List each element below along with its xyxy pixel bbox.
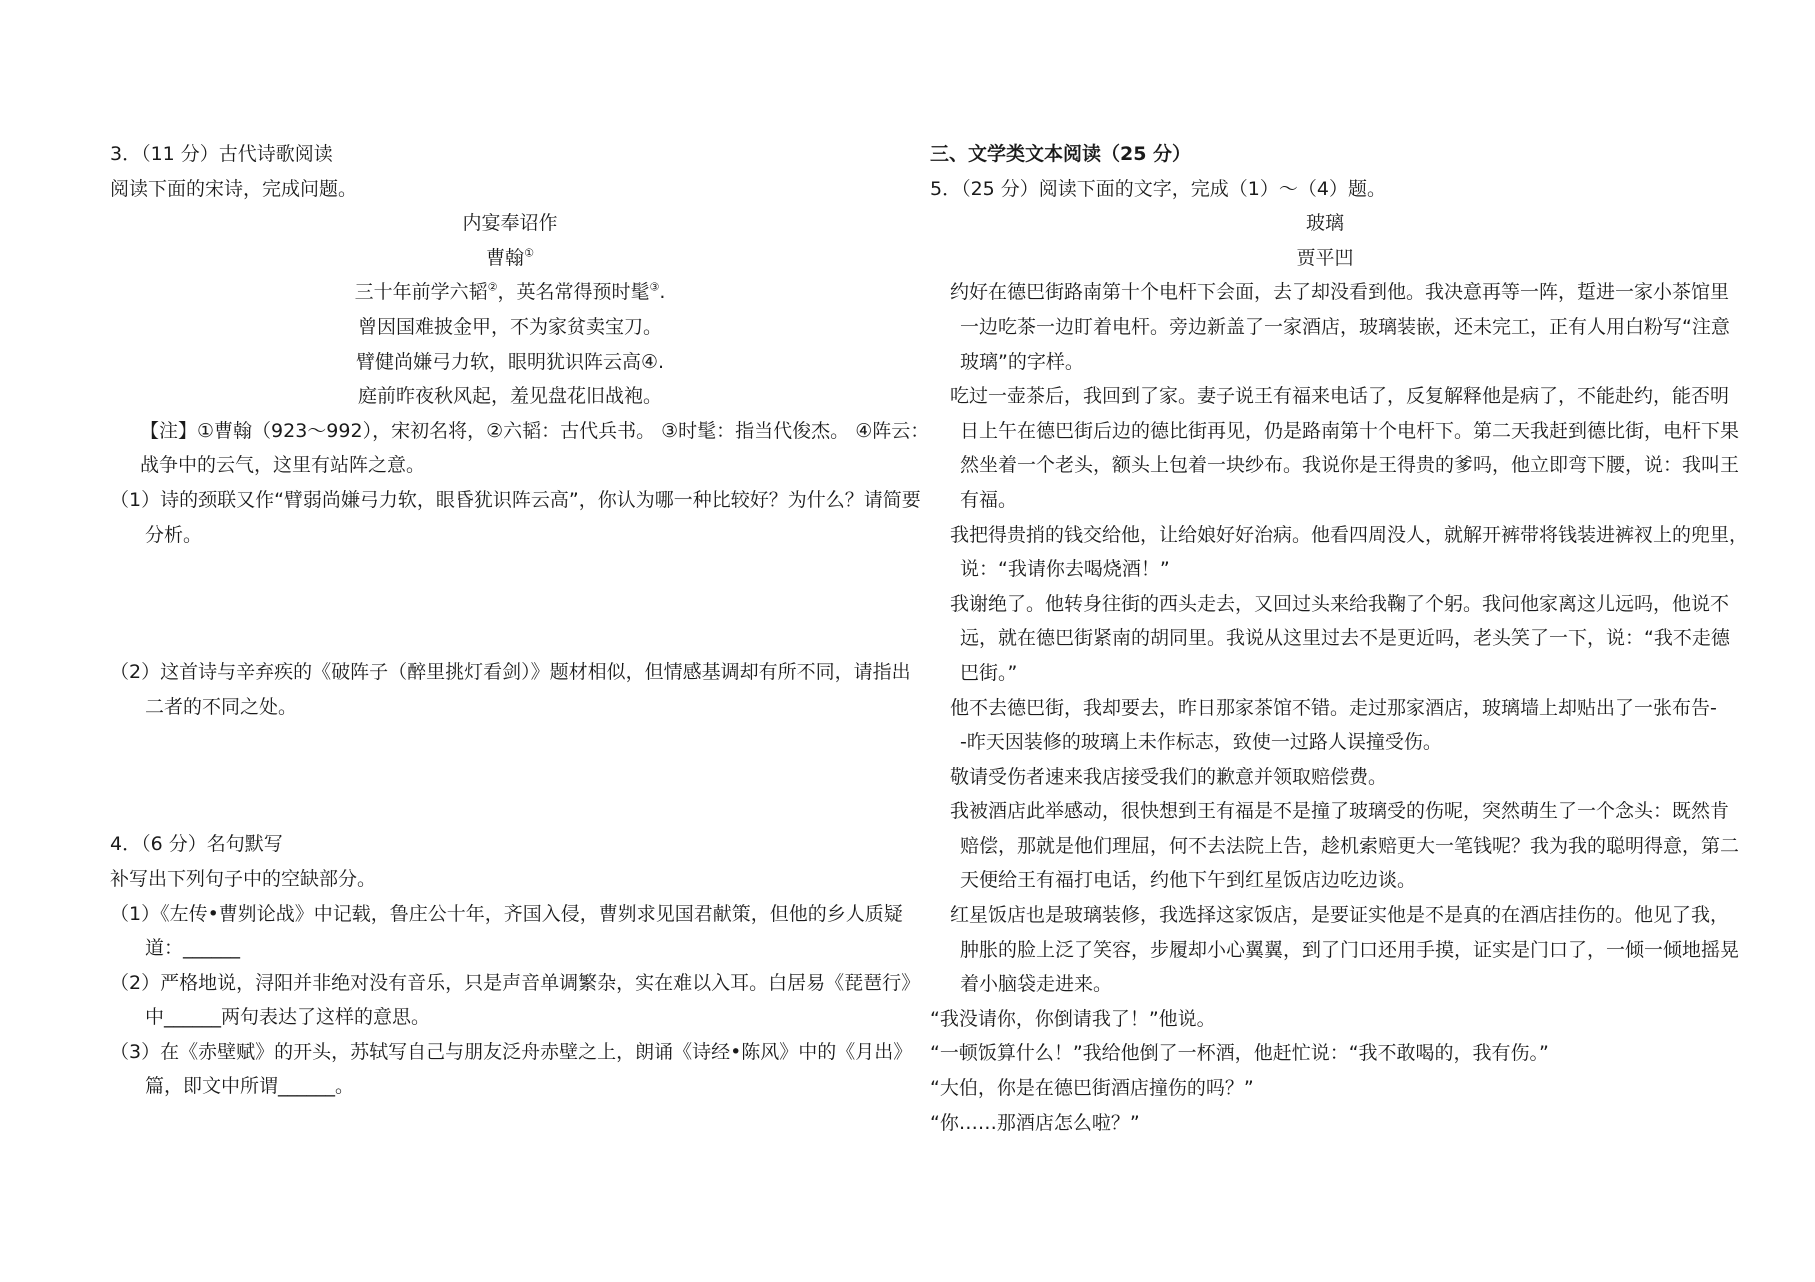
paragraph-line: -昨天因装修的玻璃上未作标志，致使一过路人误撞受伤。 [960,731,1442,754]
poem-author [110,241,910,276]
sub-question-2: 二者的不同之处。 [145,695,298,718]
paragraph-line: 玻璃”的字样。 [960,350,1084,373]
paragraph-line: 他不去德巴街，我却要去，昨日那家茶馆不错。走过那家酒店，玻璃墙上却贴出了一张布告- [950,696,1717,719]
paragraph-line: 远，就在德巴街紧南的胡同里。我说从这里过去不是更近吗，老头笑了一下，说：“我不走德 [960,627,1730,650]
fill-blank-item: （2）严格地说，浔阳并非绝对没有音乐，只是声音单调繁杂，实在难以入耳。白居易《琵琶行》 [110,971,921,994]
sub-question-2: （2）这首诗与辛弃疾的《破阵子（醉里挑灯看剑）》题材相似，但情感基调却有所不同，请指出 [110,661,911,684]
fill-blank-item: 道：______ [145,937,241,960]
poem-title: 内宴奉诏作 [462,212,558,235]
paragraph-line: 着小脑袋走进来。 [960,973,1113,996]
question-4-title: 4．（6 分）名句默写 [110,833,283,856]
fill-blank-item: （1）《左传•曹刿论战》中记载，鲁庄公十年，齐国入侵，曹刿求见国君献策，但他的乡人质疑 [110,902,903,925]
poem-notes: 【注】①曹翰（923～992），宋初名将，②六韬：古代兵书。 ③时髦：指当代俊杰。 ④阵云： [140,419,930,442]
paragraph-line: 赔偿，那就是他们理屈，何不去法院上告，趁机索赔更大一笔钱呢？我为我的聪明得意，第二 [960,834,1740,857]
sub-question-1: （1）诗的颈联又作“臂弱尚嫌弓力软，眼昏犹识阵云高”，你认为哪一种比较好？为什么？请简要 [110,488,921,511]
paragraph-line: 天便给王有福打电话，约他下午到红星饭店边吃边谈。 [960,869,1417,892]
poem-line: 庭前昨夜秋风起，羞见盘花旧战袍。 [357,385,662,408]
fill-blank-item: 篇，即文中所谓______。 [145,1075,355,1098]
dialogue-line: “大伯，你是在德巴街酒店撞伤的吗？” [930,1077,1254,1100]
fill-blank-item: 中______两句表达了这样的意思。 [145,1006,431,1029]
answer-space[interactable] [110,724,910,827]
dialogue-line: “一顿饭算什么！”我给他倒了一杯酒，他赶忙说：“我不敢喝的，我有伤。” [930,1042,1549,1065]
paragraph-line: 说：“我请你去喝烧酒！” [960,558,1170,581]
paragraph-line: 吃过一壶茶后，我回到了家。妻子说王有福来电话了，反复解释他是病了，不能赴约，能否明 [950,385,1730,408]
paragraph-line: 我把得贵捎的钱交给他，让给娘好好治病。他看四周没人，就解开裤带将钱装进裤衩上的兜里， [950,523,1749,546]
poem-line: 曾因国难披金甲，不为家贫卖宝刀。 [357,315,662,338]
question-3-instruction: 阅读下面的宋诗，完成问题。 [110,177,358,200]
right-column [930,137,1749,1140]
footnote-marker: ③ [649,281,660,295]
question-5-title: 5．（25 分）阅读下面的文字，完成（1）～（4）题。 [930,177,1386,200]
poem-notes: 战争中的云气，这里有站阵之意。 [140,454,426,477]
story-author: 贾平凹 [1296,246,1354,269]
left-column [110,137,930,1104]
dialogue-line: “我没请你，你倒请我了！”他说。 [930,1007,1216,1030]
poem-line: 三十年前学六韬②，英名常得预时髦③. [354,281,666,304]
question-4-instruction: 补写出下列句子中的空缺部分。 [110,867,377,890]
paragraph-line: 有福。 [960,488,1018,511]
footnote-marker: ① [524,246,534,260]
paragraph-line: 红星饭店也是玻璃装修，我选择这家饭店，是要证实他是不是真的在酒店挂伤的。他见了我， [950,904,1730,927]
section-heading: 三、文学类文本阅读（25 分） [930,143,1192,165]
dialogue-line: “你……那酒店怎么啦？” [930,1111,1140,1134]
paragraph-line: 日上午在德巴街后边的德比街再见，仍是路南第十个电杆下。第二天我赶到德比街，电杆下果 [960,419,1740,442]
paragraph-line: 敬请受伤者速来我店接受我们的歉意并领取赔偿费。 [950,765,1388,788]
story-title: 玻璃 [1305,212,1344,235]
poem-author-name: 曹翰 [486,246,525,269]
paragraph-line: 一边吃茶一边盯着电杆。旁边新盖了一家酒店，玻璃装嵌，还未完工，正有人用白粉写“注意 [960,315,1730,338]
fill-blank-item: （3）在《赤壁赋》的开头，苏轼写自己与朋友泛舟赤壁之上，朗诵《诗经•陈风》中的《月出》 [110,1040,913,1063]
paragraph-line: 巴街。” [960,661,1018,684]
paragraph-line: 然坐着一个老头，额头上包着一块纱布。我说你是王得贵的爹吗，他立即弯下腰，说：我叫王 [960,454,1740,477]
poem-line: 臂健尚嫌弓力软，眼明犹识阵云高④. [355,350,665,373]
paragraph-line: 约好在德巴街路南第十个电杆下会面，去了却没看到他。我决意再等一阵，踅进一家小茶馆里 [950,281,1730,304]
paragraph-line: 肿胀的脸上泛了笑容，步履却小心翼翼，到了门口还用手摸，证实是门口了，一倾一倾地摇晃 [960,938,1740,961]
paragraph-line: 我被酒店此举感动，很快想到王有福是不是撞了玻璃受的伤呢，突然萌生了一个念头：既然肯 [950,800,1730,823]
paragraph-line: 我谢绝了。他转身往街的西头走去，又回过头来给我鞠了个躬。我问他家离这儿远吗，他说不 [950,592,1730,615]
question-3-title: 3．（11 分）古代诗歌阅读 [110,143,333,165]
sub-question-1: 分析。 [145,523,203,546]
answer-space[interactable] [110,552,910,655]
footnote-marker: ② [487,281,498,295]
